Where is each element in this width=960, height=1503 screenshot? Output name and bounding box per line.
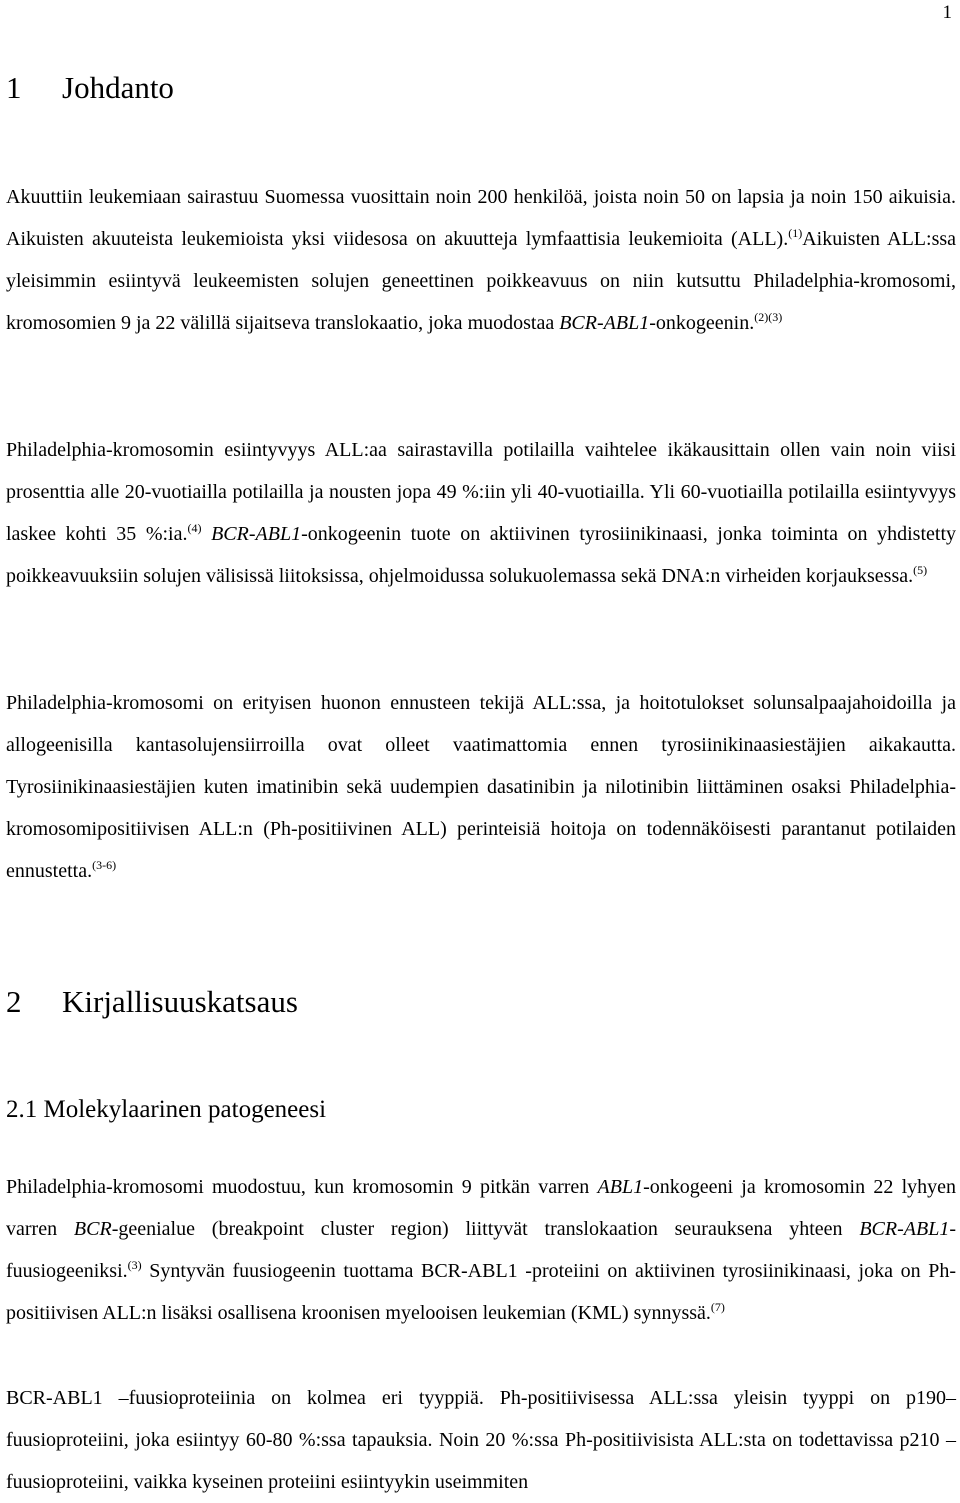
paragraph-4 — [6, 1166, 956, 1334]
citation: (2)(3) — [754, 310, 783, 324]
subsection-number: 2.1 — [6, 1096, 38, 1123]
subsection-title: Molekylaarinen patogeneesi — [43, 1096, 327, 1123]
text-run: Philadelphia-kromosomi on erityisen huonon ennusteen tekijä ALL:ssa, ja hoitotulokset solunsalpaajahoidoilla ja allogeenisilla kantasolujensiirroilla ovat olleet vaatimattomia ennen tyrosiinikinaasiestäjien aikakautta. Tyrosiinikinaasiestäjien kuten imatinibin sekä uudempien dasatinibin ja nilotinibin liittäminen osaksi Philadelphia-kromosomipositiivisen ALL:n (Ph-positiivinen ALL) perinteisiä hoitoja on todennäköisesti parantanut potilaiden ennustetta. — [6, 692, 956, 882]
citation: (4) — [187, 521, 202, 535]
gene-name: BCR-ABL1 — [211, 523, 302, 545]
citation: (5) — [913, 563, 928, 577]
text-run: -onkogeeni ja kromosomin 22 lyhyen varren — [6, 1176, 957, 1240]
text-run: Akuuttiin leukemiaan sairastuu Suomessa vuosittain noin 200 henkilöä, joista noin 50 on lapsia ja noin 150 aikuisia. Aikuisten akuuteista leukemioista yksi viidesosa on akuutteja lymfaattisia leukemioita (ALL). — [6, 186, 956, 250]
paragraph-5 — [6, 1377, 956, 1503]
gene-name: ABL1 — [597, 1176, 644, 1198]
subsection-heading — [6, 1096, 326, 1124]
section-title: Kirjallisuuskatsaus — [62, 984, 298, 1019]
paragraph-2 — [6, 429, 956, 597]
section-number: 1 — [6, 70, 22, 105]
page-number: 1 — [942, 2, 952, 23]
text-run: BCR-ABL1 –fuusioproteiinia on kolmea eri tyyppiä. Ph-positiivisessa ALL:ssa yleisin tyyppi on p190–fuusioproteiini, joka esiintyy 60-80 %:ssa tapauksia. Noin 20 %:ssa Ph-positiivisista ALL:sta on todettavissa p210 –fuusioproteiini, vaikka kyseinen proteiini esiintyykin useimmiten — [6, 1387, 956, 1493]
text-run: Philadelphia-kromosomi muodostuu, kun kromosomin 9 pitkän varren — [6, 1176, 598, 1198]
text-run: -geenialue (breakpoint cluster region) liittyvät translokaation seurauksena yhteen — [111, 1218, 860, 1240]
section-title: Johdanto — [62, 70, 174, 105]
gene-name: BCR — [73, 1218, 112, 1240]
section-heading-kirjallisuuskatsaus — [6, 984, 298, 1020]
text-run: -onkogeenin tuote on aktiivinen tyrosiinikinaasi, jonka toiminta on yhdistetty poikkeavuuksiin solujen välisissä liitoksissa, ohjelmoidussa solukuolemassa sekä DNA:n virheiden korjauksessa. — [6, 523, 957, 587]
text-run: Syntyvän fuusiogeenin tuottama BCR-ABL1 -proteiini on aktiivinen tyrosiinikinaasi, joka on Ph-positiivisen ALL:n lisäksi osallisena kroonisen myelooisen leukemian (KML) synnyssä. — [6, 1260, 956, 1324]
gene-name: BCR-ABL1 — [559, 312, 650, 334]
citation: (7) — [710, 1300, 725, 1314]
text-run: Aikuisten ALL:ssa yleisimmin esiintyvä leukeemisten solujen geneettinen poikkeavuus on niin kutsuttu Philadelphia-kromosomi, kromosomien 9 ja 22 välillä sijaitseva translokaatio, joka muodostaa — [6, 228, 957, 334]
gene-name: BCR-ABL1 — [859, 1218, 950, 1240]
citation: (3-6) — [92, 858, 117, 872]
section-heading-johdanto — [6, 70, 174, 106]
text-run: -fuusiogeeniksi. — [6, 1218, 956, 1282]
paragraph-1 — [6, 176, 956, 344]
text-run: -onkogeenin. — [649, 312, 755, 334]
paragraph-3 — [6, 682, 956, 892]
section-number: 2 — [6, 984, 22, 1019]
text-run: Philadelphia-kromosomin esiintyvyys ALL:aa sairastavilla potilailla vaihtelee ikäkausittain ollen vain noin viisi prosenttia alle 20-vuotiailla potilailla ja nousten jopa 49 %:iin yli 40-vuotiailla. Yli 60-vuotiailla potilailla esiintyvyys laskee kohti 35 %:ia. — [6, 439, 956, 545]
citation: (3) — [127, 1258, 142, 1272]
citation: (1) — [788, 226, 803, 240]
